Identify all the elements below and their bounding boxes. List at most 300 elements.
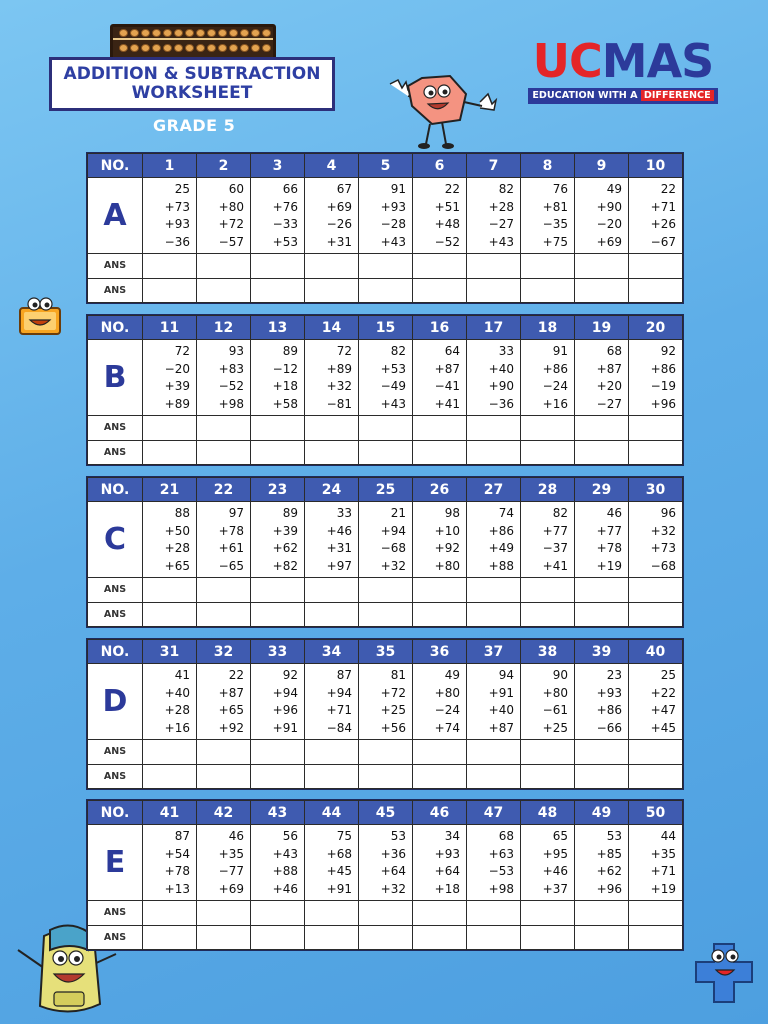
problem-operand: −12 — [272, 361, 298, 376]
answer-cell[interactable] — [197, 925, 251, 950]
problem-operand: +43 — [272, 846, 298, 861]
problem-operand: +92 — [434, 541, 460, 555]
problem-number: 38 — [521, 640, 575, 664]
problem-operand: −27 — [488, 217, 514, 231]
problem-cell — [467, 502, 521, 578]
answer-cell[interactable] — [467, 254, 521, 279]
answer-cell[interactable] — [467, 602, 521, 627]
answer-label: ANS — [88, 440, 143, 465]
answer-cell[interactable] — [143, 416, 197, 441]
answer-cell[interactable] — [305, 602, 359, 627]
answer-cell[interactable] — [413, 440, 467, 465]
answer-cell[interactable] — [305, 578, 359, 603]
answer-cell[interactable] — [197, 764, 251, 789]
answer-cell[interactable] — [521, 901, 575, 926]
hexagon-mascot-icon — [384, 72, 500, 154]
problem-operand: +76 — [272, 199, 298, 214]
answer-cell[interactable] — [413, 901, 467, 926]
problem-operand: +56 — [380, 720, 406, 735]
problem-row — [88, 825, 683, 901]
answer-cell[interactable] — [521, 602, 575, 627]
answer-cell[interactable] — [251, 602, 305, 627]
answer-cell[interactable] — [359, 925, 413, 950]
problem-number: 32 — [197, 640, 251, 664]
problem-operand: +31 — [326, 234, 352, 249]
problem-operand: +10 — [434, 523, 460, 538]
problem-operand: +85 — [596, 846, 622, 861]
answer-cell[interactable] — [413, 602, 467, 627]
problem-number: 14 — [305, 316, 359, 340]
answer-cell[interactable] — [575, 416, 629, 441]
problem-operand: +96 — [272, 703, 298, 717]
problem-operand: +73 — [650, 541, 676, 555]
problem-operand: 89 — [282, 506, 298, 520]
answer-cell[interactable] — [359, 416, 413, 441]
problem-operand: +35 — [218, 846, 244, 861]
answer-cell[interactable] — [629, 578, 683, 603]
problem-number: 9 — [575, 154, 629, 178]
problem-operand: +25 — [380, 703, 406, 717]
problem-operand: 53 — [606, 829, 622, 843]
problem-cell — [143, 340, 197, 416]
problem-number: 35 — [359, 640, 413, 664]
problem-operand: +94 — [272, 685, 298, 700]
ucmas-logo — [528, 36, 718, 106]
problem-operand: +72 — [380, 685, 406, 700]
no-header: NO. — [88, 640, 143, 664]
problem-operand: +69 — [218, 881, 244, 896]
problem-number: 44 — [305, 801, 359, 825]
problem-operand: 60 — [228, 182, 244, 196]
problem-operand: +71 — [326, 703, 352, 717]
section-b — [86, 314, 684, 466]
problem-operand: +28 — [164, 703, 190, 717]
answer-cell[interactable] — [467, 578, 521, 603]
section-e — [86, 799, 684, 951]
answer-cell[interactable] — [467, 925, 521, 950]
answer-label: ANS — [88, 602, 143, 627]
answer-cell[interactable] — [305, 740, 359, 765]
problem-cell — [143, 664, 197, 740]
answer-cell[interactable] — [521, 278, 575, 303]
problem-operand: +86 — [596, 703, 622, 717]
problem-operand: +97 — [326, 558, 352, 573]
answer-cell[interactable] — [575, 740, 629, 765]
answer-cell[interactable] — [413, 578, 467, 603]
abacus-rail — [113, 38, 273, 40]
problem-cell — [467, 664, 521, 740]
logo-tagline — [528, 88, 718, 104]
problem-row — [88, 502, 683, 578]
answer-cell[interactable] — [575, 440, 629, 465]
problem-operand: +68 — [326, 846, 352, 861]
problem-operand: +62 — [272, 541, 298, 555]
answer-cell[interactable] — [359, 740, 413, 765]
answer-cell[interactable] — [467, 740, 521, 765]
problem-operand: −19 — [650, 379, 676, 393]
problem-operand: +87 — [218, 685, 244, 700]
problem-number: 49 — [575, 801, 629, 825]
answer-row — [88, 764, 683, 789]
problem-operand: +18 — [434, 881, 460, 896]
answer-cell[interactable] — [251, 740, 305, 765]
abacus-bead — [141, 29, 150, 37]
answer-cell[interactable] — [521, 440, 575, 465]
problem-operand: +90 — [596, 199, 622, 214]
answer-cell[interactable] — [305, 901, 359, 926]
problem-operand: +19 — [650, 881, 676, 896]
problem-operand: 46 — [606, 506, 622, 520]
answer-cell[interactable] — [359, 578, 413, 603]
section-letter: C — [88, 502, 143, 578]
no-header: NO. — [88, 154, 143, 178]
problem-operand: 75 — [336, 829, 352, 843]
problem-operand: +18 — [272, 379, 298, 393]
problem-operand: +89 — [326, 361, 352, 376]
answer-cell[interactable] — [575, 278, 629, 303]
answer-cell[interactable] — [305, 925, 359, 950]
problem-cell — [197, 825, 251, 901]
problem-cell — [359, 340, 413, 416]
answer-cell[interactable] — [305, 416, 359, 441]
answer-cell[interactable] — [143, 578, 197, 603]
answer-cell[interactable] — [413, 278, 467, 303]
problem-operand: +71 — [650, 199, 676, 214]
problem-operand: +46 — [326, 523, 352, 538]
problem-operand: −68 — [380, 541, 406, 555]
answer-cell[interactable] — [413, 764, 467, 789]
answer-cell[interactable] — [575, 764, 629, 789]
abacus-bead — [229, 29, 238, 37]
answer-cell[interactable] — [413, 416, 467, 441]
problem-operand: −81 — [326, 396, 352, 411]
answer-label: ANS — [88, 416, 143, 441]
problem-operand: +77 — [596, 523, 622, 538]
problem-number: 6 — [413, 154, 467, 178]
answer-cell[interactable] — [521, 416, 575, 441]
problem-table — [87, 477, 683, 627]
answer-cell[interactable] — [521, 925, 575, 950]
header-row — [88, 154, 683, 178]
answer-cell[interactable] — [359, 254, 413, 279]
problem-number: 2 — [197, 154, 251, 178]
problem-cell — [521, 340, 575, 416]
answer-cell[interactable] — [251, 278, 305, 303]
answer-cell[interactable] — [467, 440, 521, 465]
answer-cell[interactable] — [143, 440, 197, 465]
problem-operand: −27 — [596, 396, 622, 411]
answer-cell[interactable] — [359, 901, 413, 926]
answer-cell[interactable] — [305, 278, 359, 303]
answer-cell[interactable] — [629, 901, 683, 926]
answer-row — [88, 254, 683, 279]
problem-number: 27 — [467, 478, 521, 502]
answer-cell[interactable] — [359, 764, 413, 789]
problem-operand: −57 — [218, 234, 244, 249]
answer-cell[interactable] — [629, 440, 683, 465]
problem-cell — [251, 664, 305, 740]
problem-number: 43 — [251, 801, 305, 825]
problem-operand: 68 — [498, 829, 514, 843]
problem-number: 13 — [251, 316, 305, 340]
problem-number: 4 — [305, 154, 359, 178]
problem-operand: 87 — [336, 668, 352, 682]
problem-operand: +78 — [164, 864, 190, 878]
problem-operand: +36 — [380, 846, 406, 861]
answer-cell[interactable] — [305, 764, 359, 789]
problem-operand: +94 — [380, 523, 406, 538]
answer-cell[interactable] — [251, 764, 305, 789]
problem-operand: +93 — [164, 217, 190, 231]
logo-tagline-text: EDUCATION WITH A — [532, 90, 641, 101]
abacus-bead — [251, 29, 260, 37]
answer-cell[interactable] — [197, 254, 251, 279]
answer-cell[interactable] — [197, 602, 251, 627]
problem-operand: −61 — [542, 703, 568, 717]
problem-operand: 97 — [228, 506, 244, 520]
problem-operand: +46 — [542, 864, 568, 878]
problem-operand: +41 — [542, 558, 568, 573]
header-row — [88, 640, 683, 664]
problem-operand: 74 — [498, 506, 514, 520]
problem-operand: −49 — [380, 379, 406, 393]
problem-operand: −77 — [218, 864, 244, 878]
problem-operand: +62 — [596, 864, 622, 878]
problem-operand: +43 — [380, 396, 406, 411]
answer-cell[interactable] — [467, 416, 521, 441]
answer-cell[interactable] — [143, 602, 197, 627]
problem-row — [88, 340, 683, 416]
abacus-illustration — [110, 24, 276, 60]
answer-cell[interactable] — [521, 764, 575, 789]
answer-label: ANS — [88, 254, 143, 279]
answer-cell[interactable] — [467, 278, 521, 303]
problem-number: 1 — [143, 154, 197, 178]
problem-operand: 56 — [282, 829, 298, 843]
answer-cell[interactable] — [251, 416, 305, 441]
problem-number: 16 — [413, 316, 467, 340]
problem-cell — [359, 825, 413, 901]
answer-cell[interactable] — [629, 278, 683, 303]
answer-cell[interactable] — [413, 740, 467, 765]
problem-operand: −35 — [542, 217, 568, 231]
answer-cell[interactable] — [629, 602, 683, 627]
abacus-bead — [163, 29, 172, 37]
problem-cell — [305, 825, 359, 901]
problem-number: 46 — [413, 801, 467, 825]
problem-operand: +87 — [488, 720, 514, 735]
problem-operand: 82 — [498, 182, 514, 196]
problem-cell — [413, 825, 467, 901]
problem-cell — [251, 178, 305, 254]
problem-operand: +51 — [434, 199, 460, 214]
problem-operand: −24 — [542, 379, 568, 393]
problem-cell — [197, 502, 251, 578]
problem-cell — [413, 502, 467, 578]
abacus-bead — [152, 44, 161, 52]
problem-cell — [359, 502, 413, 578]
problem-operand: 25 — [174, 182, 190, 196]
problem-number: 20 — [629, 316, 683, 340]
answer-cell[interactable] — [413, 925, 467, 950]
problem-number: 12 — [197, 316, 251, 340]
answer-cell[interactable] — [197, 416, 251, 441]
problem-operand: +91 — [272, 720, 298, 735]
problem-cell — [359, 178, 413, 254]
problem-number: 24 — [305, 478, 359, 502]
problem-operand: +32 — [380, 881, 406, 896]
answer-cell[interactable] — [251, 578, 305, 603]
answer-cell[interactable] — [143, 901, 197, 926]
answer-cell[interactable] — [629, 254, 683, 279]
answer-cell[interactable] — [143, 764, 197, 789]
problem-operand: +88 — [488, 558, 514, 573]
answer-cell[interactable] — [467, 764, 521, 789]
problem-number: 5 — [359, 154, 413, 178]
problem-operand: +43 — [488, 234, 514, 249]
problem-number: 47 — [467, 801, 521, 825]
problem-operand: +80 — [542, 685, 568, 700]
problem-operand: +35 — [650, 846, 676, 861]
problem-cell — [305, 178, 359, 254]
problem-operand: +86 — [650, 361, 676, 376]
answer-cell[interactable] — [305, 254, 359, 279]
answer-cell[interactable] — [143, 740, 197, 765]
problem-operand: 53 — [390, 829, 406, 843]
answer-cell[interactable] — [359, 602, 413, 627]
answer-cell[interactable] — [467, 901, 521, 926]
problem-table — [87, 153, 683, 303]
problem-row — [88, 664, 683, 740]
problem-cell — [143, 502, 197, 578]
problem-operand: 21 — [390, 506, 406, 520]
answer-cell[interactable] — [521, 740, 575, 765]
problem-operand: +72 — [218, 217, 244, 231]
problem-cell — [521, 502, 575, 578]
problem-operand: +87 — [434, 361, 460, 376]
answer-cell[interactable] — [359, 440, 413, 465]
answer-cell[interactable] — [575, 901, 629, 926]
problem-operand: +19 — [596, 558, 622, 573]
answer-cell[interactable] — [521, 254, 575, 279]
problem-operand: −68 — [650, 558, 676, 573]
problem-number: 30 — [629, 478, 683, 502]
answer-cell[interactable] — [575, 925, 629, 950]
problem-operand: +73 — [164, 199, 190, 214]
problem-operand: +32 — [326, 379, 352, 393]
problem-operand: +83 — [218, 361, 244, 376]
problem-cell — [305, 502, 359, 578]
answer-cell[interactable] — [251, 901, 305, 926]
problem-operand: 23 — [606, 668, 622, 682]
problem-operand: +31 — [326, 541, 352, 555]
answer-cell[interactable] — [359, 278, 413, 303]
problem-number: 31 — [143, 640, 197, 664]
problem-number: 50 — [629, 801, 683, 825]
problem-operand: 76 — [552, 182, 568, 196]
abacus-bead — [240, 44, 249, 52]
answer-cell[interactable] — [521, 578, 575, 603]
answer-row — [88, 901, 683, 926]
answer-cell[interactable] — [143, 925, 197, 950]
answer-label: ANS — [88, 764, 143, 789]
problem-operand: +20 — [596, 379, 622, 393]
problem-operand: −52 — [218, 379, 244, 393]
problem-cell — [629, 502, 683, 578]
answer-cell[interactable] — [251, 440, 305, 465]
answer-row — [88, 440, 683, 465]
answer-cell[interactable] — [197, 740, 251, 765]
abacus-bead — [119, 44, 128, 52]
problem-operand: 67 — [336, 182, 352, 196]
problem-cell — [575, 825, 629, 901]
answer-cell[interactable] — [575, 578, 629, 603]
problem-operand: +45 — [650, 720, 676, 735]
problem-cell — [359, 664, 413, 740]
abacus-bead — [218, 44, 227, 52]
logo-wordmark — [528, 36, 718, 86]
answer-cell[interactable] — [305, 440, 359, 465]
answer-cell[interactable] — [629, 416, 683, 441]
answer-label: ANS — [88, 578, 143, 603]
answer-cell[interactable] — [629, 740, 683, 765]
problem-operand: +40 — [488, 361, 514, 376]
problem-operand: +81 — [542, 199, 568, 214]
problem-operand: −24 — [434, 703, 460, 717]
problem-operand: −20 — [164, 361, 190, 376]
answer-cell[interactable] — [413, 254, 467, 279]
answer-cell[interactable] — [143, 278, 197, 303]
answer-cell[interactable] — [629, 925, 683, 950]
problem-operand: 41 — [174, 668, 190, 682]
problem-operand: +40 — [164, 685, 190, 700]
problem-operand: 98 — [444, 506, 460, 520]
problem-operand: +46 — [272, 881, 298, 896]
problem-operand: +78 — [218, 523, 244, 538]
answer-cell[interactable] — [575, 602, 629, 627]
problem-operand: 65 — [552, 829, 568, 843]
answer-row — [88, 925, 683, 950]
problem-number: 11 — [143, 316, 197, 340]
problem-cell — [143, 178, 197, 254]
problem-operand: +98 — [218, 396, 244, 411]
problem-operand: +47 — [650, 703, 676, 717]
answer-cell[interactable] — [197, 578, 251, 603]
answer-cell[interactable] — [629, 764, 683, 789]
problem-operand: +53 — [380, 361, 406, 376]
answer-cell[interactable] — [197, 901, 251, 926]
problem-cell — [629, 825, 683, 901]
problem-cell — [413, 178, 467, 254]
answer-row — [88, 416, 683, 441]
plus-sign-mascot-icon — [694, 936, 754, 1004]
answer-cell[interactable] — [251, 925, 305, 950]
abacus-bead — [207, 29, 216, 37]
answer-cell[interactable] — [197, 278, 251, 303]
problem-number: 28 — [521, 478, 575, 502]
problem-operand: −65 — [218, 558, 244, 573]
problem-number: 29 — [575, 478, 629, 502]
answer-cell[interactable] — [197, 440, 251, 465]
problem-number: 36 — [413, 640, 467, 664]
answer-cell[interactable] — [575, 254, 629, 279]
answer-cell[interactable] — [251, 254, 305, 279]
problem-operand: +95 — [542, 846, 568, 861]
abacus-bead — [163, 44, 172, 52]
problem-operand: +28 — [164, 541, 190, 555]
answer-cell[interactable] — [143, 254, 197, 279]
problem-operand: +89 — [164, 396, 190, 411]
